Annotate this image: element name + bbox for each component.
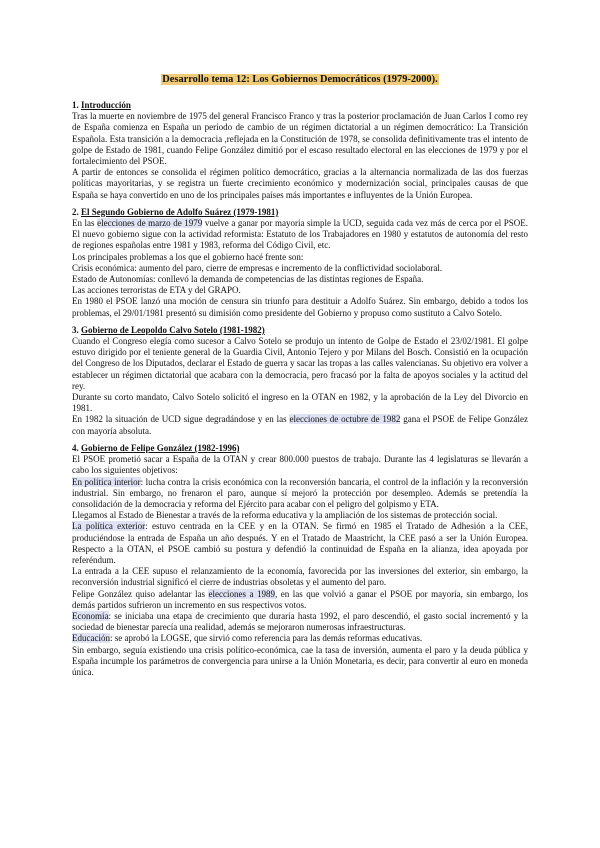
section-1-number: 1. — [72, 100, 79, 110]
text-run: gana el PSOE de Felipe González con mayoría absoluta. — [72, 414, 528, 436]
text-run: Felipe González quiso adelantar las — [72, 588, 209, 599]
highlight-economia: Economía — [72, 610, 109, 621]
section-2-paragraph-3: Crisis económica: aumento del paro, cierre de empresas e incremento de la conflictividad sociolaboral. — [72, 262, 443, 273]
section-4-paragraph-9: Sin embargo, seguía existiendo una crisis político-económica, cae la tasa de inversión, aumenta el paro y la deuda pública y España incumple los parámetros de convergencia para unirse a la Unión Monetaria, es decir, para convertir al euro en moneda única. — [72, 644, 528, 677]
highlight-elecciones-1982: elecciones de octubre de 1982 — [289, 414, 401, 425]
section-4-heading — [72, 443, 528, 454]
section-1-title: Introducción — [81, 100, 131, 110]
section-4-paragraph-3: Llegamos al Estado de Bienestar a través de la reforma educativa y la ampliación de los sistemas de protección social. — [72, 510, 498, 521]
section-4-paragraph-2 — [72, 477, 528, 511]
section-3-paragraph-3 — [72, 414, 528, 436]
highlight-elecciones-1989: elecciones a 1989 — [208, 588, 275, 599]
section-2-number: 2. — [72, 206, 79, 217]
section-2-title: El Segundo Gobierno de Adolfo Suárez (1979-1981) — [81, 206, 279, 217]
text-run: En las — [72, 218, 98, 229]
section-2-paragraph-5: Las acciones terroristas de ETA y del GRAPO. — [72, 285, 241, 296]
section-2-paragraph-1 — [72, 218, 528, 252]
section-4-paragraph-4 — [72, 521, 528, 566]
section-3-number: 3. — [72, 324, 79, 335]
section-4-title: Gobierno de Felipe González (1982-1996) — [81, 442, 240, 453]
section-3-title: Gobierno de Leopoldo Calvo Sotelo (1981-1982) — [81, 324, 265, 335]
text-run: : estuvo centrada en la CEE y en la OTAN. Se firmó en 1985 el Tratado de Adhesión a la CEE, produciéndose la entrada de España un año después. Y en el Tratado de Maastricht, la CEE pasó a ser la Unión Europea. Respecto a la OTAN, el PSOE cambió su postura y defendió la continuidad de España en la alianza, idea apoyada por referéndum. — [72, 521, 529, 565]
document-title-text: Desarrollo tema 12: Los Gobiernos Democráticos (1979-2000). — [162, 74, 438, 85]
text-run: En 1982 la situación de UCD sigue degradándose y en las — [72, 414, 290, 425]
section-2-paragraph-6: En 1980 el PSOE lanzó una moción de censura sin triunfo para destituir a Adolfo Suárez. Sin embargo, debido a todos los problemas, el 29/01/1981 presentó su dimisión como presidente del Gobierno y propuso como sustituto a Calvo Sotelo. — [72, 296, 528, 318]
text-run: : lucha contra la crisis económica con la reconversión bancaria, el control de la inflación y la reconversión industrial. Sin embargo, no frenaron el paro, aunque sí mejoró la protección por desempleo. Además se pretendía la consolidación de la democracia y reforma del Ejército para acabar con el peligro del golpismo y ETA. — [72, 476, 528, 509]
section-2-paragraph-2: Los principales problemas a los que el gobierno hacé frente son: — [72, 251, 304, 262]
highlight-educacion: Educación — [72, 633, 110, 644]
section-4-paragraph-6 — [72, 589, 528, 611]
text-run: : se iniciaba una etapa de crecimiento que duraría hasta 1992, el paro descendió, el gasto social incrementó y la sociedad de bienestar parecía una realidad, además se mejoraron numerosas infraestructuras. — [72, 610, 528, 633]
section-1-paragraph-2: A partir de entonces se consolida el régimen político democrático, gracias a la alternancia normalizada de las dos fuerzas políticas mayoritarias, y se registra un fuerte crecimiento económico y modernización social, principales causas de que España se haya convertido en uno de los principales países más importantes e influyentes de la Unión Europea. — [72, 167, 528, 200]
section-2-heading — [72, 207, 528, 218]
text-run: vuelve a ganar por mayoría simple la UCD, seguida cada vez más de cerca por el PSOE. El nuevo gobierno sigue con la actividad reformista: Estatuto de los Trabajadores en 1980 y estatutos de autonomía del resto de regiones españolas entre 1981 y 1983, reforma del Código Civil, etc. — [72, 218, 529, 251]
section-4-paragraph-8 — [72, 633, 528, 644]
section-3-paragraph-1: Cuando el Congreso elegía como sucesor a Calvo Sotelo se produjo un intento de Golpe de Estado el 23/02/1981. El golpe estuvo dirigido por el teniente general de la Guardia Civil, Antonio Tejero y por Milans del Bosch. Consistió en la ocupación del Congreso de los Diputados, declarar el Estado de guerra y sacar las tropas a las calles valencianas. Su objetivo era volver a establecer un régimen dictatorial que acabara con la democracia, pero fracasó por la falta de apoyos sociales y la actitud del rey. — [72, 336, 528, 391]
highlight-politica-exterior: La política exterior — [72, 521, 146, 532]
highlight-politica-interior: En política interior — [72, 476, 141, 487]
document-body — [72, 100, 528, 678]
document-title — [0, 74, 600, 85]
section-4-paragraph-5: La entrada a la CEE supuso el relanzamiento de la economía, favorecida por las inversiones del exterior, sin embargo, la reconversión industrial significó el cierre de industrias obsoletas y el aumento del paro. — [72, 566, 528, 588]
section-3-paragraph-2: Durante su corto mandato, Calvo Sotelo solicitó el ingreso en la OTAN en 1982, y la aprobación de la Ley del Divorcio en 1981. — [72, 392, 528, 414]
text-run: , en las que volvió a ganar el PSOE por mayoría, sin embargo, los demás partidos sufrieron un incremento en sus respectivos votos. — [72, 588, 528, 610]
section-4-number: 4. — [72, 442, 79, 453]
section-1-heading — [72, 100, 528, 111]
section-1-paragraph-1: Tras la muerte en noviembre de 1975 del general Francisco Franco y tras la posterior proclamación de Juan Carlos I como rey de España comienza en España un periodo de cambio de un régimen dictatorial a un régimen democrático: La Transición Española. Esta transición a la democracia ,reflejada en la Constitución de 1978, se consolida definitivamente tras el intento de golpe de Estado de 1981, cuando Felipe González dimitió por el escaso resultado electoral en las elecciones de 1979 y por el fortalecimiento del PSOE. — [72, 111, 528, 167]
text-run: : se aprobó la LOGSE, que sirvió como referencia para las demás reformas educativas. — [109, 633, 423, 644]
section-3-heading — [72, 325, 528, 336]
section-4-paragraph-7 — [72, 611, 528, 633]
highlight-elecciones-1979: elecciones de marzo de 1979 — [97, 218, 203, 229]
section-2-paragraph-4: Estado de Autonomías: conllevó la demanda de competencias de las distintas regiones de España. — [72, 274, 424, 285]
section-4-paragraph-1: El PSOE prometió sacar a España de la OTAN y crear 800.000 puestos de trabajo. Durante las 4 legislaturas se llevarán a cabo los siguientes objetivos: — [72, 454, 528, 476]
